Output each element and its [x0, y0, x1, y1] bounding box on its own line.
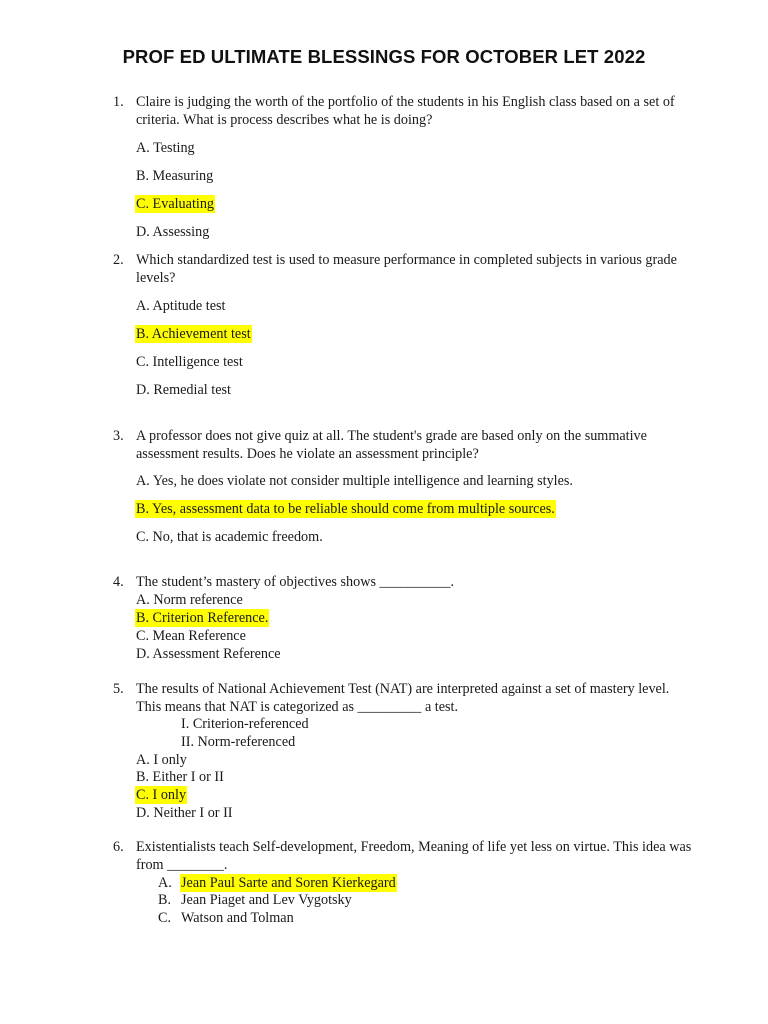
question-number: 4. [113, 574, 124, 590]
answer-option-correct: C. Evaluating [136, 196, 215, 212]
answer-option-correct: Jean Paul Sarte and Soren Kierkegard [181, 875, 396, 891]
question-stem-line: from ________. [136, 857, 228, 873]
question-stem-line: Claire is judging the worth of the portfolio of the students in his English class based on a set of [136, 94, 675, 110]
answer-option: D. Assessing [136, 224, 210, 240]
question-stem-line: A professor does not give quiz at all. The student's grade are based only on the summative [136, 428, 647, 444]
answer-option: A. Testing [136, 140, 195, 156]
answer-option: C. Mean Reference [136, 628, 246, 644]
option-letter: B. [158, 892, 172, 908]
question-stem-line: criteria. What is process describes what he is doing? [136, 112, 433, 128]
answer-option-correct: B. Achievement test [136, 326, 251, 342]
answer-option: A. Yes, he does violate not consider multiple intelligence and learning styles. [136, 473, 573, 489]
answer-option-correct: C. I only [136, 787, 187, 803]
question-number: 5. [113, 681, 124, 697]
answer-option-correct: B. Yes, assessment data to be reliable should come from multiple sources. [136, 501, 555, 517]
answer-option: D. Remedial test [136, 382, 231, 398]
question-number: 1. [113, 94, 124, 110]
question-stem-line: Which standardized test is used to measure performance in completed subjects in various grade [136, 252, 677, 268]
answer-option: A. I only [136, 752, 187, 768]
question-stem-line: assessment results. Does he violate an assessment principle? [136, 446, 479, 462]
question-stem-line: The student’s mastery of objectives shows __________. [136, 574, 454, 590]
question-stem-line: This means that NAT is categorized as _________ a test. [136, 699, 459, 715]
question-number: 6. [113, 839, 124, 855]
question-stem-line: levels? [136, 270, 176, 286]
answer-option: A. Aptitude test [136, 298, 226, 314]
answer-option: D. Neither I or II [136, 805, 233, 821]
page-title: PROF ED ULTIMATE BLESSINGS FOR OCTOBER LET 2022 [122, 46, 646, 67]
answer-option: A. Norm reference [136, 592, 243, 608]
answer-option: D. Assessment Reference [136, 646, 281, 662]
question-stem-line: The results of National Achievement Test (NAT) are interpreted against a set of mastery level. [136, 681, 670, 697]
answer-option: Watson and Tolman [181, 910, 294, 926]
question-number: 3. [113, 428, 124, 444]
answer-option: Jean Piaget and Lev Vygotsky [181, 892, 352, 908]
answer-option: C. No, that is academic freedom. [136, 529, 323, 545]
question-number: 2. [113, 252, 124, 268]
answer-option: C. Intelligence test [136, 354, 243, 370]
question-stem-line: Existentialists teach Self-development, Freedom, Meaning of life yet less on virtue. This idea was [136, 839, 692, 855]
answer-option: B. Either I or II [136, 769, 224, 785]
sub-item: II. Norm-referenced [181, 734, 296, 750]
answer-option: B. Measuring [136, 168, 214, 184]
answer-option-correct: B. Criterion Reference. [136, 610, 269, 626]
option-letter: C. [158, 910, 172, 926]
sub-item: I. Criterion-referenced [181, 716, 309, 732]
option-letter: A. [158, 875, 172, 891]
